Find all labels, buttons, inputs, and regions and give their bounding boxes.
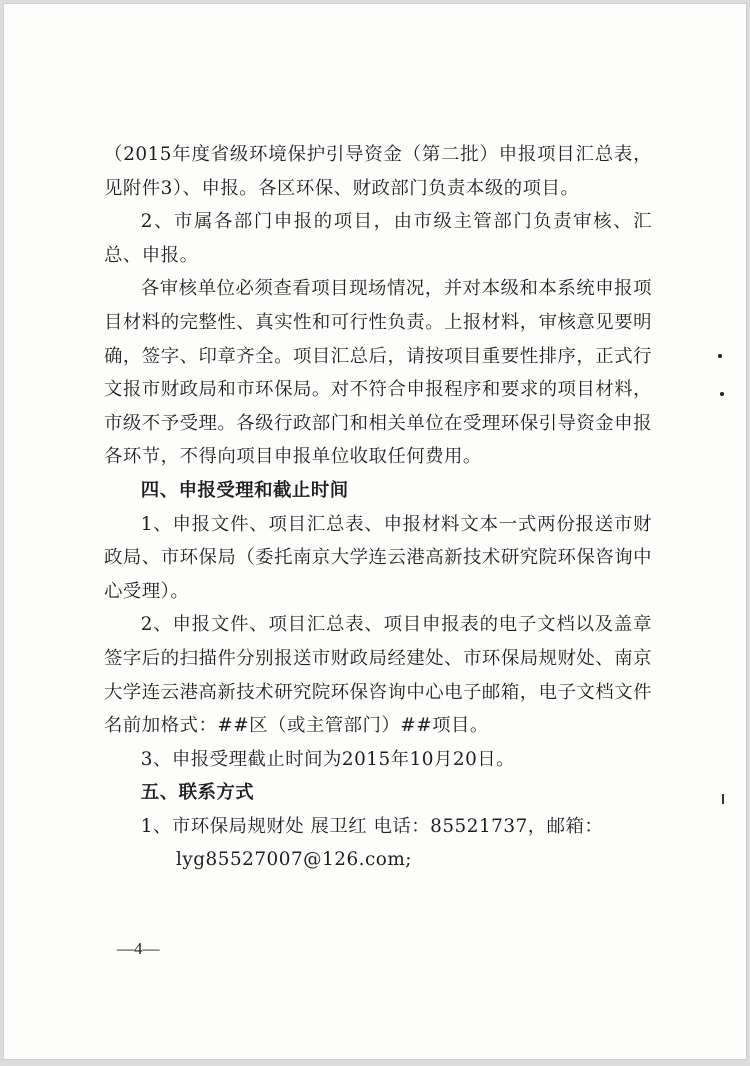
contact-line: 1、市环保局规财处 展卫红 电话：85521737，邮箱： bbox=[140, 815, 604, 837]
scan-speck bbox=[718, 354, 722, 358]
scan-mark bbox=[722, 794, 724, 804]
document-body bbox=[104, 138, 652, 877]
section-heading-submission-deadline: 四、申报受理和截止时间 bbox=[140, 479, 349, 501]
section-heading-contact: 五、联系方式 bbox=[140, 782, 255, 804]
submission-item-2: 2、申报文件、项目汇总表、项目申报表的电子文档以及盖章签字后的扫描件分别报送市财政局经建处、市环保局规财处、南京大学连云港高新技术研究院环保咨询中心电子邮箱，电子文档文件名前加格式：##区（或主管部门）##项目。 bbox=[104, 614, 652, 737]
paragraph-review-requirements: 各审核单位必须查看项目现场情况，并对本级和本系统申报项目材料的完整性、真实性和可行性负责。上报材料，审核意见要明确，签字、印章齐全。项目汇总后，请按项目重要性排序，正式行文报市财政局和市环保局。对不符合申报程序和要求的项目材料，市级不予受理。各级行政部门和相关单位在受理环保引导资金申报各环节，不得向项目申报单位收取任何费用。 bbox=[104, 278, 652, 468]
paragraph-municipal-departments: 2、市属各部门申报的项目，由市级主管部门负责审核、汇总、申报。 bbox=[104, 211, 652, 266]
scan-speck bbox=[720, 392, 724, 396]
submission-item-3: 3、申报受理截止时间为2015年10月20日。 bbox=[140, 748, 516, 770]
submission-item-1: 1、申报文件、项目汇总表、申报材料文本一式两份报送市财政局、市环保局（委托南京大学连云港高新技术研究院环保咨询中心受理）。 bbox=[104, 513, 652, 602]
document-page bbox=[3, 3, 747, 1060]
contact-email: lyg85527007@126.com; bbox=[176, 849, 412, 871]
page-number: —4— bbox=[117, 939, 160, 958]
paragraph-attachment-note: （2015年度省级环境保护引导资金（第二批）申报项目汇总表，见附件3）、申报。各区环保、财政部门负责本级的项目。 bbox=[104, 144, 652, 199]
